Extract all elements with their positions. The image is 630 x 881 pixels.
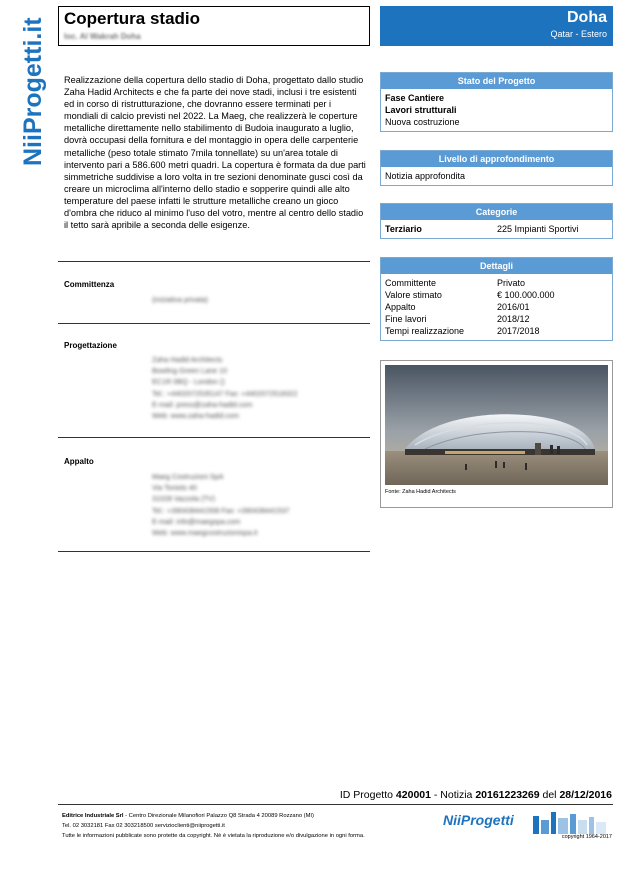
categorie-key: Terziario bbox=[385, 224, 422, 234]
progettazione-line: EC1R 0BQ - London () bbox=[152, 377, 225, 387]
dettagli-value: 2018/12 bbox=[497, 314, 530, 324]
footer-copyright-years: copyright 1964-2017 bbox=[561, 834, 612, 840]
progettazione-line: Tel.: +4402072535147 Fax: +4402072518322 bbox=[152, 388, 298, 398]
footer-contacts: Tel. 02 3032181 Fax 02 303218500 servizioclienti@niiprogetti.it bbox=[62, 823, 225, 829]
progettazione-details bbox=[152, 354, 297, 421]
dettagli-key: Appalto bbox=[385, 302, 416, 312]
committenza-label: Committenza bbox=[64, 280, 115, 289]
livello-panel-title: Livello di approfondimento bbox=[381, 151, 612, 167]
city-box bbox=[380, 6, 613, 46]
date-value: 28/12/2016 bbox=[559, 789, 612, 801]
divider bbox=[58, 437, 370, 438]
stadium-render-image bbox=[385, 365, 608, 485]
appalto-line: Maeg Costruzioni SpA bbox=[152, 472, 224, 481]
livello-panel bbox=[380, 150, 613, 186]
categorie-panel bbox=[380, 203, 613, 239]
appalto-line: Tel.: +390438441558 Fax: +390438441537 bbox=[152, 505, 290, 515]
publisher-address: - Centro Direzionale Milanofiori Palazzo Q8 Strada 4 20089 Rozzano (MI) bbox=[123, 813, 314, 819]
livello-value: Notizia approfondita bbox=[385, 171, 466, 181]
dettagli-row bbox=[385, 301, 608, 313]
del-label: del bbox=[542, 789, 557, 801]
categorie-value: 225 Impianti Sportivi bbox=[497, 224, 579, 234]
id-value: 420001 bbox=[395, 789, 431, 801]
dettagli-panel bbox=[380, 257, 613, 341]
side-brand-logo-text: NiiProgetti.it bbox=[19, 17, 47, 166]
dettagli-value: 2016/01 bbox=[497, 302, 530, 312]
publisher-line bbox=[62, 812, 314, 821]
dettagli-value: € 100.000.000 bbox=[497, 290, 555, 300]
divider bbox=[58, 551, 370, 552]
city-name: Doha bbox=[567, 9, 607, 26]
categorie-panel-title: Categorie bbox=[381, 204, 612, 220]
divider bbox=[58, 261, 370, 262]
stato-works: Lavori strutturali bbox=[385, 105, 457, 115]
project-id-line bbox=[340, 789, 612, 801]
dettagli-row bbox=[385, 289, 608, 301]
appalto-line: 31028 Vazzola (TV) bbox=[152, 494, 215, 504]
stato-panel bbox=[380, 72, 613, 132]
footer-divider bbox=[58, 804, 613, 805]
committenza-line: (iniziativa privata) bbox=[152, 295, 208, 304]
dettagli-panel-title: Dettagli bbox=[381, 258, 612, 274]
project-title-box bbox=[58, 6, 370, 46]
photo-panel bbox=[380, 360, 613, 508]
stato-type: Nuova costruzione bbox=[385, 117, 460, 127]
dettagli-key: Fine lavori bbox=[385, 314, 427, 324]
country-name: Qatar - Estero bbox=[550, 29, 607, 39]
progettazione-line: E-mail: press@zaha-hadid.com bbox=[152, 399, 253, 409]
stato-phase: Fase Cantiere bbox=[385, 93, 445, 103]
progettazione-line: Bowling Green Lane 10 bbox=[152, 366, 228, 376]
notizia-label: - Notizia bbox=[433, 789, 473, 801]
dettagli-key: Tempi realizzazione bbox=[385, 326, 465, 336]
stato-panel-title: Stato del Progetto bbox=[381, 73, 612, 89]
photo-credit: Fonte: Zaha Hadid Architects bbox=[385, 489, 456, 495]
appalto-label: Appalto bbox=[64, 457, 94, 466]
appalto-details bbox=[152, 471, 289, 538]
appalto-line: Web: www.maegcostruzionispa.it bbox=[152, 528, 258, 538]
footer-copyright-notice: Tutte le informazioni pubblicate sono protette da copyright. Nè è vietata la riproduzione e/o divulgazione in ogni forma. bbox=[62, 833, 365, 839]
dettagli-value: 2017/2018 bbox=[497, 326, 540, 336]
appalto-line: Via Toniolo 40 bbox=[152, 483, 197, 493]
dettagli-row bbox=[385, 277, 608, 289]
dettagli-key: Valore stimato bbox=[385, 290, 442, 300]
publisher-name: Editrice Industriale Srl bbox=[62, 813, 124, 819]
notizia-value: 20161223269 bbox=[475, 789, 540, 801]
dettagli-row bbox=[385, 313, 608, 325]
project-location: loc. Al Wakrah Doha bbox=[64, 32, 141, 41]
side-brand-logo bbox=[14, 8, 48, 168]
dettagli-row bbox=[385, 325, 608, 337]
appalto-line: E-mail: info@maegspa.com bbox=[152, 516, 241, 526]
committenza-details bbox=[152, 294, 208, 305]
dettagli-key: Committente bbox=[385, 278, 437, 288]
id-label: ID Progetto bbox=[339, 789, 393, 801]
project-title: Copertura stadio bbox=[64, 9, 201, 28]
progettazione-line: Zaha Hadid Architects bbox=[152, 355, 223, 364]
project-description: Realizzazione della copertura dello stadio di Doha, progettato dallo studio Zaha Hadid Architects e che fa parte dei nove stadi, inclusi i tre esistenti ed in corso di ristrutturazione, che dovranno essere terminati per i mondiali di calcio previsti nel 2022. La Maeg, che realizzerà le coperture metalliche direttamente nello stabilimento di Budoia inaugurato a luglio, dovrà occupasi della fornitura e del montaggio in opera delle carpenterie metalliche (peso totale stimato 7mila tonnellate) su un'area totale di intervento pari a 586.600 metri quadri. La copertura è formata da due parti simmetriche suddivise a loro volta in tre sezioni denominate gusci così da creare un microclima all'interno dello stadio e sopperire quindi alle alto temperature del paese infatti le strutture metalliche creano un gioco d'ombra che riduco al minimo l'uso del votro, mentre al centro dello stadio il tetto sarà apribile a seconda delle esigenze. bbox=[64, 75, 366, 231]
footer-brand-logo-text: NiiProgetti bbox=[443, 812, 514, 828]
progettazione-line: Web: www.zaha-hadid.com bbox=[152, 411, 239, 421]
progettazione-label: Progettazione bbox=[64, 341, 117, 350]
divider bbox=[58, 323, 370, 324]
dettagli-value: Privato bbox=[497, 278, 526, 288]
